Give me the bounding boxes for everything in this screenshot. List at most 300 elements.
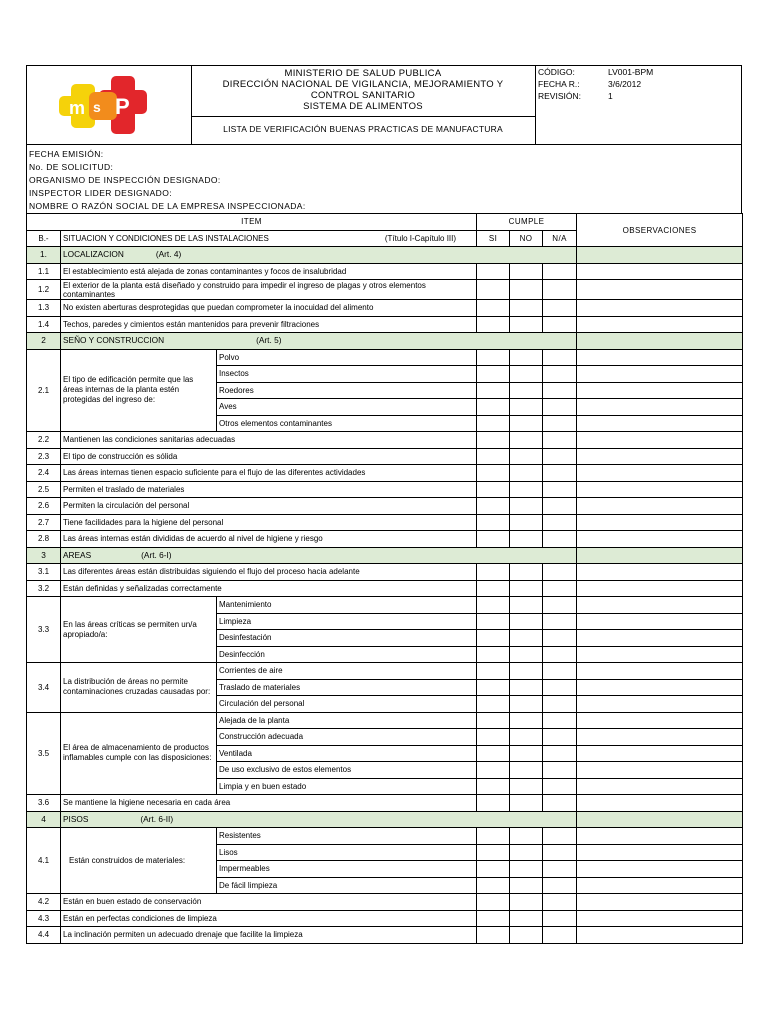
check-si[interactable] [477,696,510,713]
check-si[interactable] [477,910,510,927]
meta-label: CÓDIGO: [538,67,575,77]
check-si[interactable] [477,263,510,280]
section-obs [577,547,743,564]
item-number: 3.6 [27,795,61,812]
section-title-cell [61,811,577,828]
sub-item: Lisos [217,844,477,861]
item-number: 2.5 [27,481,61,498]
observations-cell[interactable] [577,861,743,878]
meta-code-row [535,66,741,78]
check-si[interactable] [477,861,510,878]
item-text: Las diferentes áreas están distribuidas siguiendo el flujo del proceso hacia adelante [61,564,477,581]
table-row [27,448,743,465]
sub-item: De fácil limpieza [217,877,477,894]
check-si[interactable] [477,712,510,729]
table-row [27,432,743,449]
header-title-block [191,66,536,144]
svg-text:m: m [69,98,86,118]
observations-cell[interactable] [577,910,743,927]
observations-cell[interactable] [577,597,743,614]
section-number: 2 [27,333,61,350]
section-article: (Art. 6-I) [141,549,172,560]
check-no[interactable] [510,844,543,861]
section-obs [577,247,743,264]
check-no[interactable] [510,415,543,432]
check-no[interactable] [510,280,543,300]
item-text: Se mantiene la higiene necesaria en cada área [61,795,477,812]
check-si[interactable] [477,366,510,383]
check-si[interactable] [477,280,510,300]
table-row [27,828,743,845]
field-empresa: NOMBRE O RAZÓN SOCIAL DE LA EMPRESA INSPECCIONADA: [29,201,306,211]
item-text: Permiten el traslado de materiales [61,481,477,498]
svg-text:P: P [115,94,130,119]
check-no[interactable] [510,877,543,894]
check-si[interactable] [477,531,510,548]
check-na[interactable] [543,844,577,861]
check-na[interactable] [543,597,577,614]
col-cumple: CUMPLE [477,214,577,231]
check-no[interactable] [510,382,543,399]
check-si[interactable] [477,646,510,663]
check-no[interactable] [510,696,543,713]
section-row [27,547,743,564]
sub-item: Polvo [217,349,477,366]
item-number: 3.2 [27,580,61,597]
col-observaciones: OBSERVACIONES [577,214,743,247]
item-number: 1.3 [27,300,61,317]
sub-item: Limpieza [217,613,477,630]
check-no[interactable] [510,366,543,383]
item-number: 3.4 [27,663,61,713]
check-no[interactable] [510,745,543,762]
item-number: 2.2 [27,432,61,449]
check-na[interactable] [543,498,577,515]
item-number: 3.5 [27,712,61,795]
meta-value: LV001-BPM [608,67,654,77]
col-no: NO [510,230,543,247]
item-text: El establecimiento está alejada de zonas contaminantes y focos de insalubridad [61,263,477,280]
sub-item: Ventilada [217,745,477,762]
table-row [27,910,743,927]
meta-date-row [535,78,741,90]
observations-cell[interactable] [577,712,743,729]
check-no[interactable] [510,795,543,812]
sub-item: Resistentes [217,828,477,845]
check-si[interactable] [477,844,510,861]
check-no[interactable] [510,894,543,911]
section-article: (Art. 6-II) [140,813,174,824]
msp-logo [27,66,192,144]
check-si[interactable] [477,498,510,515]
check-no[interactable] [510,712,543,729]
observations-cell[interactable] [577,263,743,280]
section-number: 4 [27,811,61,828]
observations-cell[interactable] [577,448,743,465]
item-number: 4.1 [27,828,61,894]
check-na[interactable] [543,399,577,416]
section-title-cell [61,333,577,350]
check-no[interactable] [510,481,543,498]
item-text: Techos, paredes y cimientos están mantenidos para prevenir filtraciones [61,316,477,333]
check-si[interactable] [477,564,510,581]
item-text: Están definidas y señalizadas correctamente [61,580,477,597]
observations-cell[interactable] [577,646,743,663]
sub-item: Circulación del personal [217,696,477,713]
document-header [26,65,742,145]
item-number: 2.7 [27,514,61,531]
meta-label: REVISIÓN: [538,91,581,101]
check-no[interactable] [510,778,543,795]
col-na: N/A [543,230,577,247]
section-article: (Art. 5) [256,335,282,346]
observations-cell[interactable] [577,316,743,333]
check-no[interactable] [510,828,543,845]
sub-item: Impermeables [217,861,477,878]
check-na[interactable] [543,349,577,366]
check-si[interactable] [477,580,510,597]
check-si[interactable] [477,828,510,845]
check-na[interactable] [543,366,577,383]
check-si[interactable] [477,663,510,680]
observations-cell[interactable] [577,481,743,498]
check-no[interactable] [510,448,543,465]
check-no[interactable] [510,613,543,630]
field-inspector: INSPECTOR LIDER DESIGNADO: [29,188,172,198]
sub-item: Insectos [217,366,477,383]
observations-cell[interactable] [577,729,743,746]
item-number: 2.6 [27,498,61,515]
section-number: 1. [27,247,61,264]
check-no[interactable] [510,679,543,696]
check-si[interactable] [477,399,510,416]
observations-cell[interactable] [577,828,743,845]
sub-item: Otros elementos contaminantes [217,415,477,432]
check-no[interactable] [510,646,543,663]
check-no[interactable] [510,531,543,548]
item-text: El exterior de la planta está diseñado y construido para impedir el ingreso de plagas y otros elementos contaminantes [61,280,477,300]
item-number: 3.1 [27,564,61,581]
check-na[interactable] [543,646,577,663]
check-na[interactable] [543,580,577,597]
check-na[interactable] [543,894,577,911]
table-row [27,580,743,597]
sub-item: Corrientes de aire [217,663,477,680]
check-no[interactable] [510,927,543,944]
section-title: SEÑO Y CONSTRUCCION [63,335,165,346]
check-si[interactable] [477,894,510,911]
check-si[interactable] [477,745,510,762]
table-row [27,894,743,911]
check-na[interactable] [543,280,577,300]
check-no[interactable] [510,316,543,333]
check-na[interactable] [543,927,577,944]
observations-cell[interactable] [577,382,743,399]
observations-cell[interactable] [577,762,743,779]
table-row [27,597,743,614]
check-na[interactable] [543,514,577,531]
b-title: SITUACION Y CONDICIONES DE LAS INSTALACIONES [63,233,269,243]
col-si: SI [477,230,510,247]
check-na[interactable] [543,415,577,432]
check-na[interactable] [543,745,577,762]
item-number: 4.3 [27,910,61,927]
check-no[interactable] [510,349,543,366]
observations-cell[interactable] [577,696,743,713]
check-si[interactable] [477,762,510,779]
check-no[interactable] [510,762,543,779]
check-na[interactable] [543,613,577,630]
check-si[interactable] [477,778,510,795]
table-row [27,712,743,729]
section-row [27,247,743,264]
item-number: 2.4 [27,465,61,482]
observations-cell[interactable] [577,679,743,696]
check-na[interactable] [543,910,577,927]
table-row [27,498,743,515]
sub-item: Mantenimiento [217,597,477,614]
item-text: El tipo de edificación permite que las áreas internas de la planta estén protegidas del ingreso de: [61,349,217,432]
svg-text:s: s [93,99,101,115]
check-no[interactable] [510,597,543,614]
check-no[interactable] [510,498,543,515]
item-text: Están construidos de materiales: [61,828,217,894]
section-row [27,811,743,828]
section-title: PISOS [63,813,89,824]
section-article: (Art. 4) [155,249,182,260]
check-si[interactable] [477,795,510,812]
sub-item: Construcción adecuada [217,729,477,746]
item-number: 2.8 [27,531,61,548]
observations-cell[interactable] [577,498,743,515]
table-row [27,316,743,333]
observations-cell[interactable] [577,778,743,795]
item-text: Tiene facilidades para la higiene del personal [61,514,477,531]
observations-cell[interactable] [577,349,743,366]
system-name: SISTEMA DE ALIMENTOS [303,101,423,112]
control-name: CONTROL SANITARIO [310,90,416,101]
table-row [27,795,743,812]
check-si[interactable] [477,432,510,449]
inspection-info [26,145,742,213]
check-no[interactable] [510,399,543,416]
check-no[interactable] [510,564,543,581]
b-reference: (Título I-Capítulo III) [384,233,457,243]
check-si[interactable] [477,448,510,465]
table-row [27,280,743,300]
observations-cell[interactable] [577,663,743,680]
check-na[interactable] [543,861,577,878]
check-si[interactable] [477,877,510,894]
b-number: B.- [27,230,61,247]
item-number: 4.2 [27,894,61,911]
check-no[interactable] [510,263,543,280]
observations-cell[interactable] [577,844,743,861]
section-title: LOCALIZACION [63,249,124,260]
check-na[interactable] [543,630,577,647]
item-text: El tipo de construcción es sólida [61,448,477,465]
table-row [27,531,743,548]
meta-revision-row [535,90,741,102]
observations-cell[interactable] [577,894,743,911]
item-number: 3.3 [27,597,61,663]
check-si[interactable] [477,481,510,498]
item-text: Están en buen estado de conservación [61,894,477,911]
observations-cell[interactable] [577,580,743,597]
check-no[interactable] [510,663,543,680]
check-no[interactable] [510,432,543,449]
sub-item: Aves [217,399,477,416]
meta-value: 3/6/2012 [608,79,642,89]
check-na[interactable] [543,663,577,680]
table-row [27,263,743,280]
item-text: La distribución de áreas no permite contaminaciones cruzadas causadas por: [61,663,217,713]
observations-cell[interactable] [577,531,743,548]
field-organismo: ORGANISMO DE INSPECCIÓN DESIGNADO: [29,175,221,185]
check-na[interactable] [543,382,577,399]
check-na[interactable] [543,432,577,449]
section-row [27,333,743,350]
table-header-row [27,214,743,231]
observations-cell[interactable] [577,399,743,416]
check-si[interactable] [477,514,510,531]
item-text: Permiten la circulación del personal [61,498,477,515]
check-na[interactable] [543,795,577,812]
check-na[interactable] [543,696,577,713]
check-no[interactable] [510,300,543,317]
item-number: 4.4 [27,927,61,944]
b-title-cell [61,230,477,247]
observations-cell[interactable] [577,280,743,300]
observations-cell[interactable] [577,877,743,894]
observations-cell[interactable] [577,300,743,317]
check-na[interactable] [543,877,577,894]
item-number: 1.4 [27,316,61,333]
check-na[interactable] [543,263,577,280]
check-na[interactable] [543,481,577,498]
document-meta [535,66,741,144]
check-no[interactable] [510,514,543,531]
item-text: El área de almacenamiento de productos inflamables cumple con las disposiciones: [61,712,217,795]
check-si[interactable] [477,597,510,614]
check-si[interactable] [477,465,510,482]
sub-item: Traslado de materiales [217,679,477,696]
check-si[interactable] [477,415,510,432]
item-number: 1.2 [27,280,61,300]
item-text: Mantienen las condiciones sanitarias adecuadas [61,432,477,449]
observations-cell[interactable] [577,415,743,432]
sub-item: Roedores [217,382,477,399]
sub-item: Desinfección [217,646,477,663]
check-si[interactable] [477,300,510,317]
check-na[interactable] [543,465,577,482]
table-row [27,300,743,317]
ministry-name: MINISTERIO DE SALUD PUBLICA [284,68,442,79]
item-number: 2.3 [27,448,61,465]
direction-name: DIRECCIÓN NACIONAL DE VIGILANCIA, MEJORAMIENTO Y [222,79,504,90]
observations-cell[interactable] [577,745,743,762]
item-text: En las áreas críticas se permiten un/a apropiado/a: [61,597,217,663]
observations-cell[interactable] [577,366,743,383]
sub-item: De uso exclusivo de estos elementos [217,762,477,779]
observations-cell[interactable] [577,927,743,944]
check-no[interactable] [510,729,543,746]
sub-item: Limpia y en buen estado [217,778,477,795]
check-na[interactable] [543,448,577,465]
item-text: Las áreas internas están divididas de acuerdo al nivel de higiene y riesgo [61,531,477,548]
observations-cell[interactable] [577,795,743,812]
check-na[interactable] [543,316,577,333]
section-title-cell [61,247,577,264]
check-no[interactable] [510,910,543,927]
check-na[interactable] [543,531,577,548]
check-si[interactable] [477,316,510,333]
check-si[interactable] [477,729,510,746]
item-number: 2.1 [27,349,61,432]
section-title-cell [61,547,577,564]
col-item: ITEM [27,214,477,231]
observations-cell[interactable] [577,613,743,630]
check-na[interactable] [543,300,577,317]
check-na[interactable] [543,712,577,729]
table-row [27,514,743,531]
observations-cell[interactable] [577,564,743,581]
checklist-sheet [26,65,742,944]
check-na[interactable] [543,679,577,696]
section-title: AREAS [63,549,92,560]
table-row [27,663,743,680]
check-si[interactable] [477,613,510,630]
sub-item: Desinfestación [217,630,477,647]
list-title: LISTA DE VERIFICACIÓN BUENAS PRACTICAS DE MANUFACTURA [191,116,535,134]
check-si[interactable] [477,382,510,399]
section-obs [577,333,743,350]
check-no[interactable] [510,861,543,878]
table-row [27,349,743,366]
meta-value: 1 [608,91,613,101]
observations-cell[interactable] [577,432,743,449]
field-fecha-emision: FECHA EMISIÓN: [29,149,104,159]
checklist-table [26,213,743,944]
meta-label: FECHA R.: [538,79,580,89]
observations-cell[interactable] [577,465,743,482]
sub-item: Alejada de la planta [217,712,477,729]
check-si[interactable] [477,679,510,696]
check-na[interactable] [543,828,577,845]
check-na[interactable] [543,778,577,795]
check-si[interactable] [477,630,510,647]
check-na[interactable] [543,564,577,581]
check-na[interactable] [543,762,577,779]
observations-cell[interactable] [577,630,743,647]
check-si[interactable] [477,349,510,366]
check-no[interactable] [510,580,543,597]
check-si[interactable] [477,927,510,944]
table-row [27,481,743,498]
item-text: La inclinación permiten un adecuado drenaje que facilite la limpieza [61,927,477,944]
section-obs [577,811,743,828]
item-text: Están en perfectas condiciones de limpieza [61,910,477,927]
msp-logo-icon [27,66,191,144]
table-row [27,927,743,944]
check-no[interactable] [510,465,543,482]
table-row [27,465,743,482]
observations-cell[interactable] [577,514,743,531]
check-no[interactable] [510,630,543,647]
section-number: 3 [27,547,61,564]
table-row [27,564,743,581]
check-na[interactable] [543,729,577,746]
